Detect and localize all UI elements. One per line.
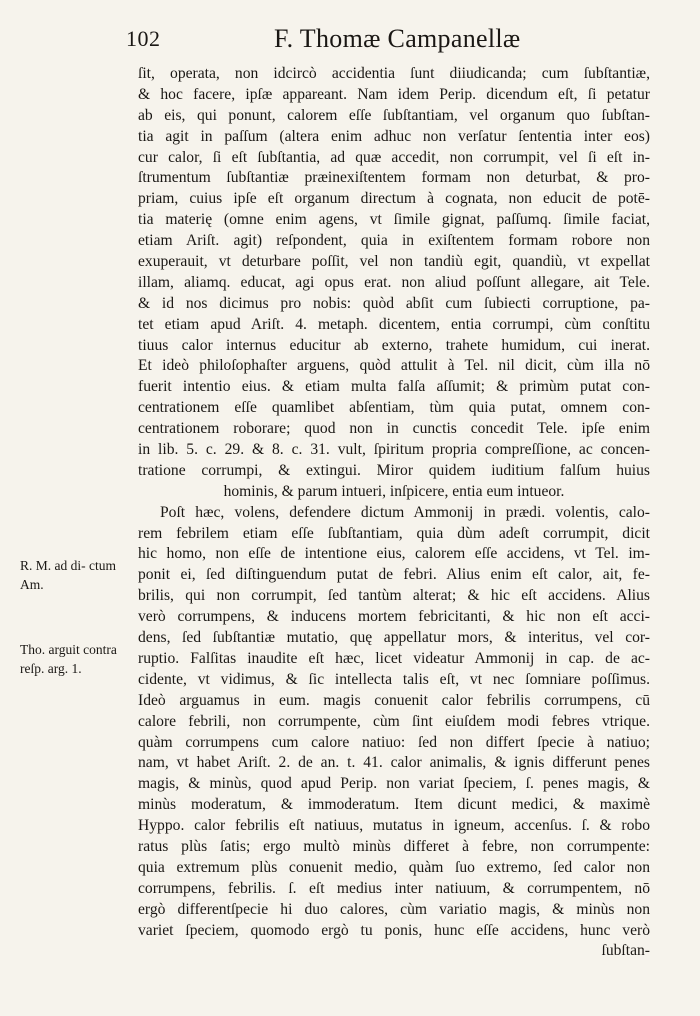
text-line: etiam Ariſt. agit) reſpondent, quia in exiſtentem formam robore non: [138, 232, 650, 250]
text-line: minùs moderatum, & immoderatum. Item dicunt medici, & maximè: [138, 796, 650, 814]
text-line: hominis, & parum intueri, inſpicere, entia eum intueor.: [223, 482, 565, 500]
text-line: corrumpens, febrilis. ſ. eſt medius inter natiuum, & corrumpentem, nō: [138, 879, 650, 897]
text-line: verò corrumpens, & inducens mortem febricitanti, & hic non eſt acci-: [138, 608, 650, 626]
text-line: Hyppo. calor febrilis eſt natiuus, mutatus in igneum, accenſus. ſ. & robo: [138, 817, 650, 835]
text-line: quia extremum plùs conuenit medio, quàm ſuo extremo, ſed calor non: [138, 858, 650, 876]
text-line: tet etiam apud Ariſt. 4. metaph. dicentem, entia corrumpi, cùm conſtitu: [138, 315, 650, 333]
text-line: & id nos dicimus pro nobis: quòd abſit cum ſubiecti corruptione, pa-: [138, 294, 650, 312]
page-number: 102: [126, 26, 161, 51]
text-line: cur calor, ſi eſt ſubſtantia, ad quæ accedit, non corrumpit, vel ſi eſt in-: [138, 148, 650, 166]
text-line: tiuus calor internus educitur ab externo, trahete humidum, cui inerat.: [138, 336, 650, 354]
text-line: ergò differentſpecie hi duo calores, cùm variatio magis, & minùs non: [138, 900, 650, 918]
text-line: centrationem eſſe quamlibet abſentiam, tùm quia putat, omnem con-: [138, 399, 650, 417]
running-head: [126, 22, 646, 56]
text-line: hic homo, non eſſe de intentione eius, calorem eſſe accidens, vt Tel. im-: [138, 545, 650, 563]
text-line: ruptio. Falſitas inaudite eſt hæc, licet videatur Ammonij in cap. de ac-: [138, 649, 650, 667]
text-line: nam, vt habet Ariſt. 2. de an. t. 41. calor animalis, & ignis differunt penes: [138, 754, 650, 772]
text-line: fuerit intentio eius. & etiam multa falſa aſſumit; & primùm putat con-: [138, 378, 650, 396]
text-line: tia materię (omne enim agens, vt ſimile gignat, paſſumq. ſimile faciat,: [138, 211, 650, 229]
text-line: illam, aliamq. educat, agi opus erat. non aliud poſſunt allegare, ait Tele.: [138, 273, 650, 291]
text-line: variet ſpeciem, quomodo ergò tu ponis, hunc eſſe accidens, hunc verò: [138, 921, 650, 939]
text-line: ponit ei, ſed diſtinguendum putat de febri. Alius enim eſt calor, ait, fe-: [138, 566, 650, 584]
text-line: ſit, operata, non idcircò accidentia ſunt diiudicanda; cum ſubſtantiæ,: [138, 65, 650, 82]
text-line: dens, ſed ſubſtantiæ mutatio, quę appellatur mors, & interitus, vel cor-: [138, 629, 650, 647]
catchword: ſubſtan-: [601, 942, 650, 960]
paragraph-first-line: Poſt hæc, volens, defendere dictum Ammonij in prædi. volentis, calo-: [160, 503, 650, 521]
text-line: centrationem roborare; quod non in cunctis concedit Tele. ipſe enim: [138, 420, 650, 438]
text-line: tia agit in paſſum (altera enim adhuc non verſatur ſententia inter eos): [138, 127, 650, 145]
text-line: priam, cuius ipſe eſt organum directum à cognata, non educit de potē-: [138, 190, 650, 208]
margin-note: Tho. arguit contra reſp. arg. 1.: [20, 642, 117, 676]
text-line: rem febrilem etiam eſſe ſubſtantiam, quia dùm adeſt corrumpit, dicit: [138, 524, 650, 542]
text-line: cidente, vt vidimus, & ſic intellecta talis eſt, vt nec ſomniare poſſimus.: [138, 670, 650, 688]
text-line: ratus plùs ſatis; ergo multò minùs differet à febre, non corrumpente:: [138, 837, 650, 855]
text-line: brilis, qui non corrumpit, ſed tantùm alterat; & hic eſt accidens. Alius: [138, 587, 650, 605]
text-line: Ideò arguamus in eum. magis conuenit calor febrilis corrumpens, cū: [138, 691, 650, 709]
text-line: tratione corrumpi, & extingui. Miror quidem iuditium falſum huius: [138, 461, 650, 479]
text-line: in lib. 5. c. 29. & 8. c. 31. vult, ſpiritum propria compreſſione, ac concen-: [138, 441, 650, 459]
text-line: ſtrumentum ſubſtantiæ præinexiſtentem formam non deturbat, & pro-: [138, 169, 650, 187]
text-line: quàm corrumpens cum calore natiuo: ſed non differt ſpecie à natiuo;: [138, 733, 650, 751]
text-line: exuperauit, vt deturbare poſſit, vel non tandiù egit, quandiù, vt expellat: [138, 253, 650, 271]
text-line: ab eis, qui ponunt, calorem eſſe ſubſtantiam, vel organum quo ſubſtan-: [138, 106, 650, 124]
header-title: F. Thomæ Campanellæ: [274, 24, 521, 53]
body-text: [138, 64, 650, 962]
margin-note: R. M. ad di- ctum Am.: [20, 558, 116, 592]
text-line: magis, & minùs, quod apud Perip. non variat ſpeciem, ſ. penes magis, &: [138, 775, 650, 793]
text-line: & hoc facere, ipſæ appareant. Nam idem Perip. dicendum eſt, ſi petatur: [138, 85, 650, 103]
text-line: calore febrili, non corrumpente, cùm ſint eiuſdem modi febres vtrique.: [138, 712, 650, 730]
text-line: Et ideò philoſophaſter arguens, quòd attulit à Tel. nil dicit, cùm illa nō: [138, 357, 650, 375]
